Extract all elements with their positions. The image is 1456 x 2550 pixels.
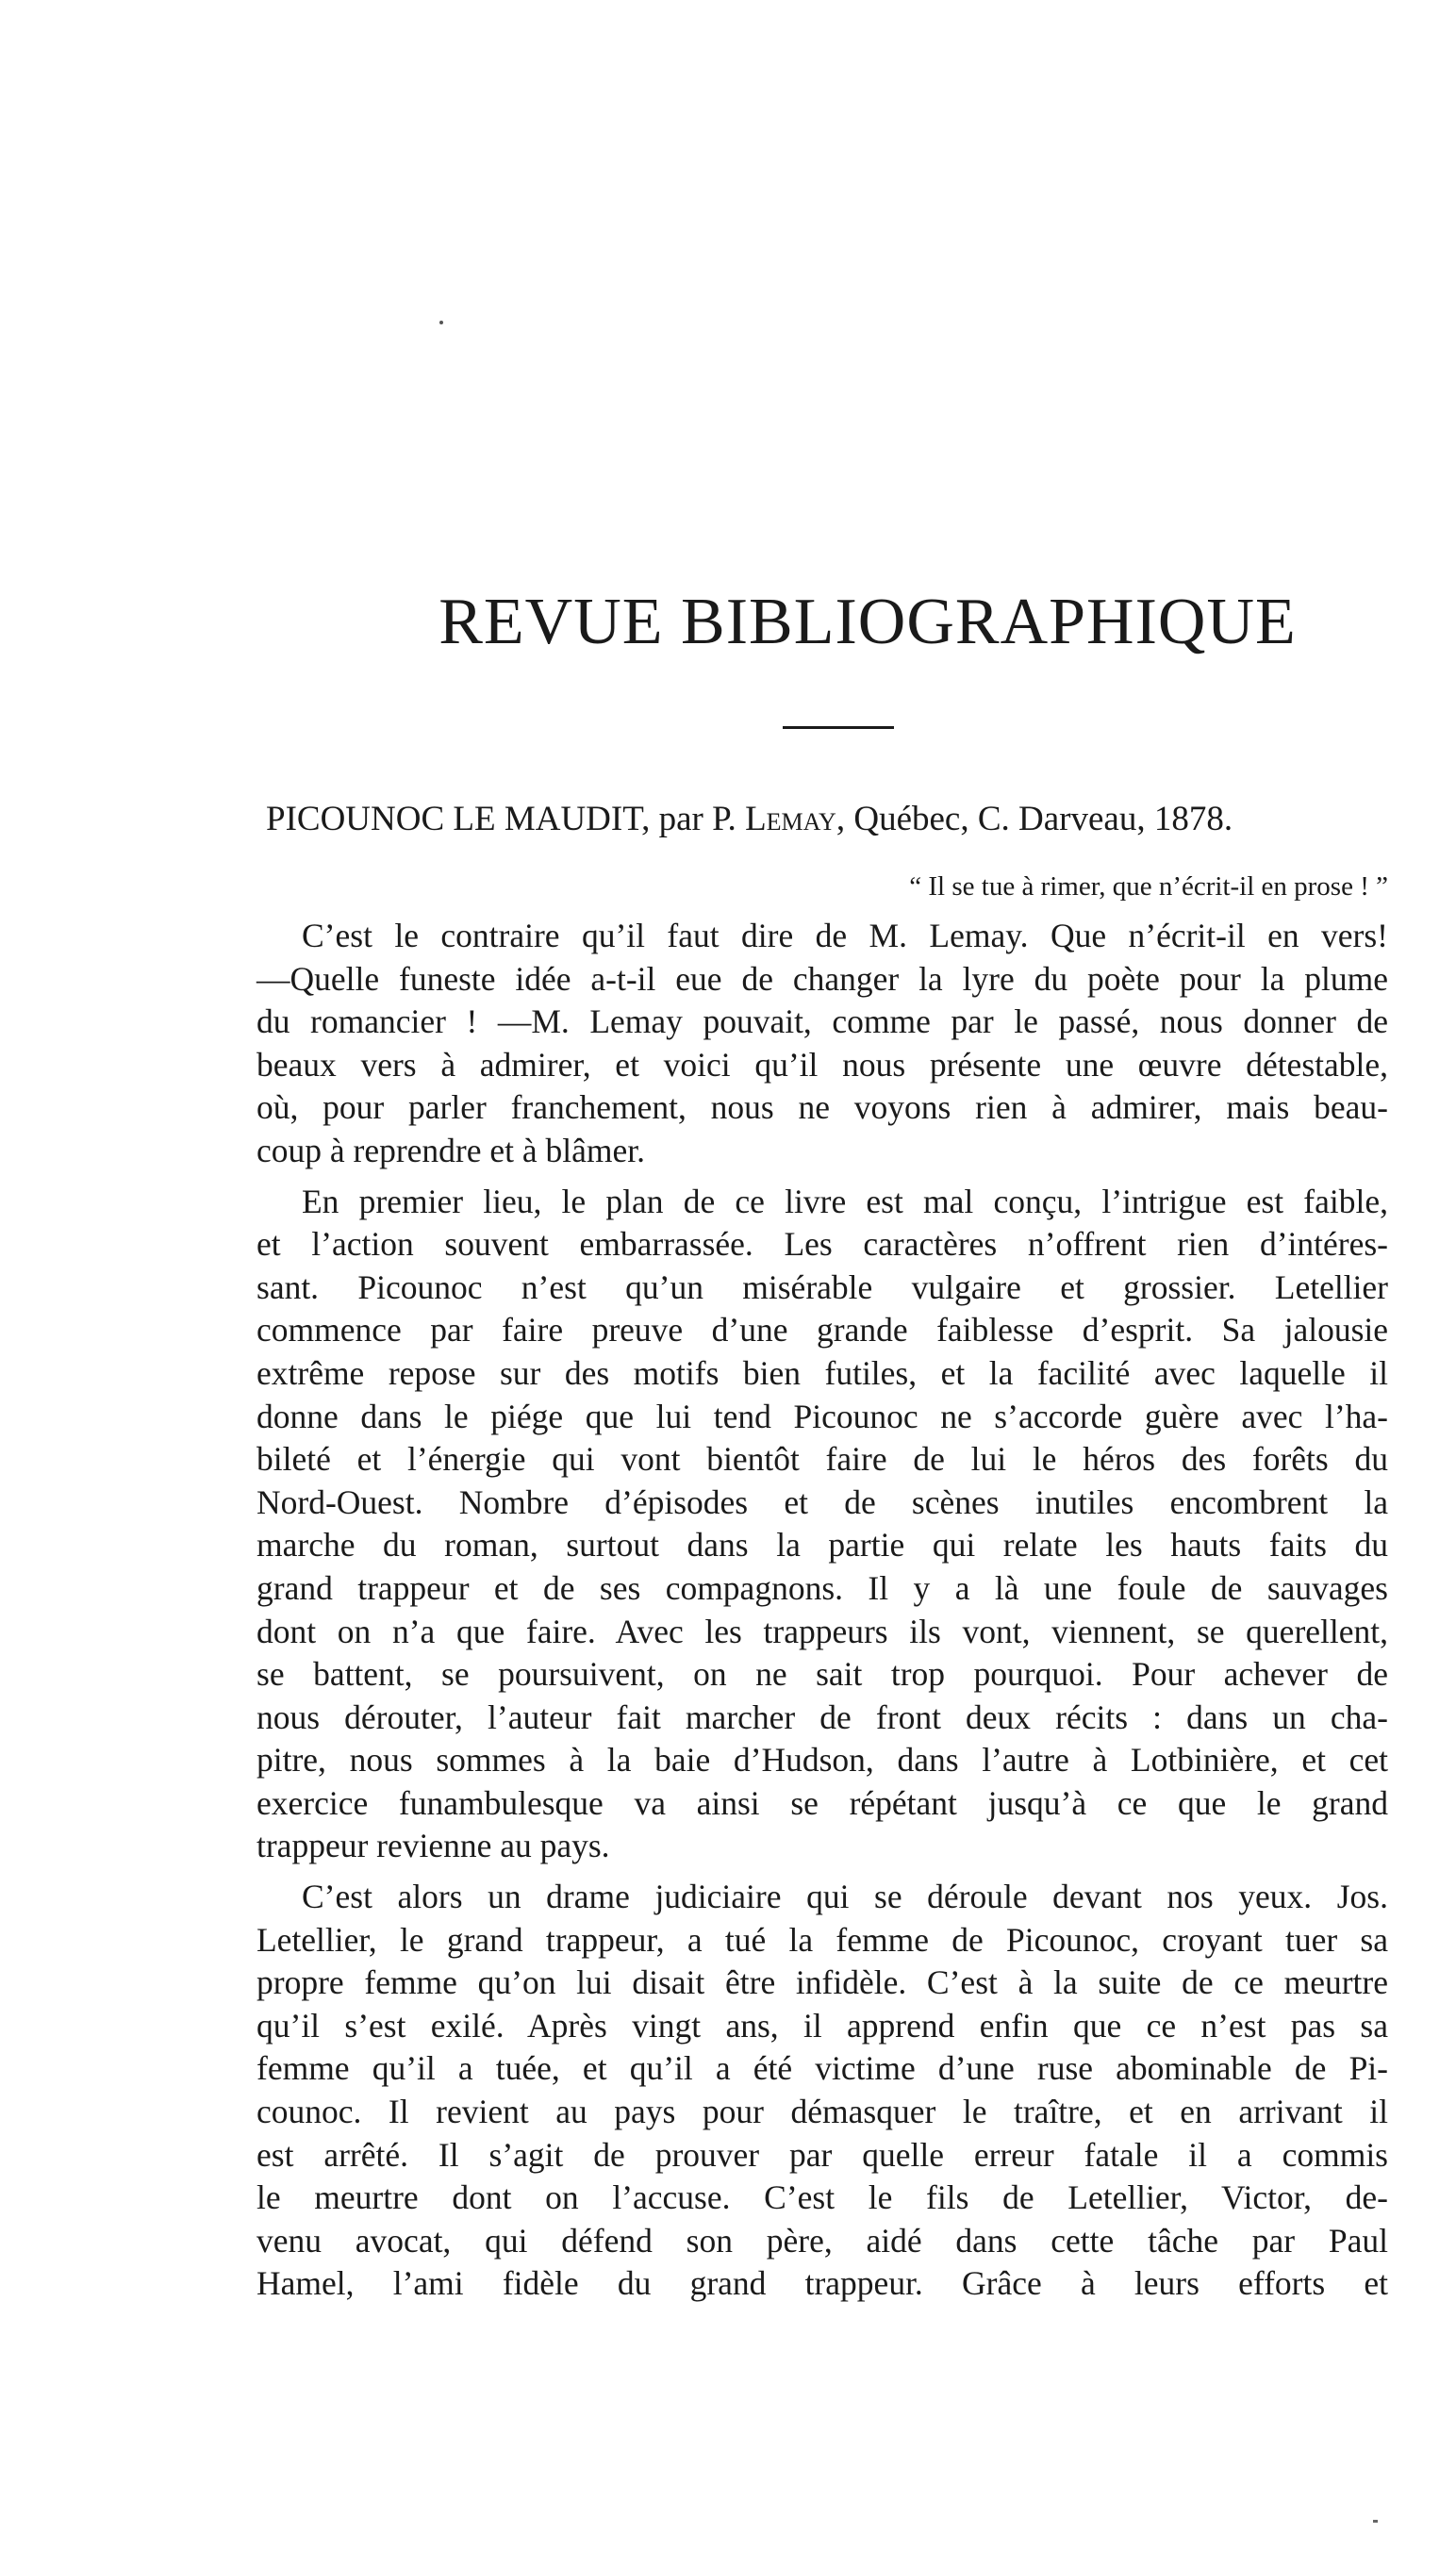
text-line: femme qu’il a tuée, et qu’il a été victime d’une ruse abominable de Pi-	[256, 2049, 1388, 2088]
text-line: se battent, se poursuivent, on ne sait trop pourquoi. Pour achever de	[256, 1655, 1388, 1694]
publisher-info: Québec, C. Darveau, 1878.	[853, 800, 1233, 838]
text-line: qu’il s’est exilé. Après vingt ans, il apprend enfin que ce n’est pas sa	[256, 2006, 1388, 2045]
ink-speck	[439, 321, 443, 324]
body-text	[256, 915, 1388, 2313]
text-line: C’est alors un drame judiciaire qui se déroule devant nos yeux. Jos.	[302, 1878, 1388, 1916]
book-title: PICOUNOC LE MAUDIT,	[266, 800, 651, 838]
text-line: et l’action souvent embarrassée. Les caractères n’offrent rien d’intéres-	[256, 1225, 1388, 1264]
text-line: coup à reprendre et à blâmer.	[256, 1131, 645, 1169]
title-rule	[783, 726, 894, 729]
text-line: C’est le contraire qu’il faut dire de M. Lemay. Que n’écrit-il en vers!	[302, 917, 1388, 954]
text-line: donne dans le piége que lui tend Picounoc ne s’accorde guère avec l’ha-	[256, 1397, 1388, 1435]
text-line: du romancier ! —M. Lemay pouvait, comme par le passé, nous donner de	[256, 1002, 1388, 1041]
text-line: Hamel, l’ami fidèle du grand trappeur. Grâce à leurs efforts et	[256, 2264, 1388, 2303]
text-line: grand trappeur et de ses compagnons. Il y a là une foule de sauvages	[256, 1568, 1388, 1607]
author-name: Lemay,	[745, 800, 846, 838]
text-line: En premier lieu, le plan de ce livre est mal conçu, l’intrigue est faible,	[302, 1182, 1388, 1220]
text-line: est arrêté. Il s’agit de prouver par quelle erreur fatale il a commis	[256, 2135, 1388, 2174]
text-line: exercice funambulesque va ainsi se répétant jusqu’à ce que le grand	[256, 1783, 1388, 1822]
text-line: bileté et l’énergie qui vont bientôt faire de lui le héros des forêts du	[256, 1440, 1388, 1479]
text-line: extrême repose sur des motifs bien futiles, et la facilité avec laquelle il	[256, 1353, 1388, 1392]
text-line: dont on n’a que faire. Avec les trappeurs ils vont, viennent, se querellent,	[256, 1612, 1388, 1650]
text-line: propre femme qu’on lui disait être infidèle. C’est à la suite de ce meurtre	[256, 1963, 1388, 2002]
text-line: marche du roman, surtout dans la partie qui relate les hauts faits du	[256, 1526, 1388, 1565]
paragraph	[256, 1876, 1388, 2306]
text-line: beaux vers à admirer, et voici qu’il nous présente une œuvre détestable,	[256, 1045, 1388, 1084]
text-line: le meurtre dont on l’accuse. C’est le fils de Letellier, Victor, de-	[256, 2178, 1388, 2217]
page-mark	[1373, 2520, 1378, 2523]
text-line: trappeur revienne au pays.	[256, 1827, 610, 1865]
text-line: venu avocat, qui défend son père, aidé dans cette tâche par Paul	[256, 2221, 1388, 2260]
paragraph	[256, 915, 1388, 1173]
by-text: par P.	[658, 800, 736, 838]
page-title: REVUE BIBLIOGRAPHIQUE	[438, 586, 1297, 658]
text-line: counoc. Il revient au pays pour démasquer le traître, et en arrivant il	[256, 2093, 1388, 2131]
text-line: nous dérouter, l’auteur fait marcher de front deux récits : dans un cha-	[256, 1697, 1388, 1736]
paragraph	[256, 1181, 1388, 1869]
text-line: commence par faire preuve d’une grande faiblesse d’esprit. Sa jalousie	[256, 1311, 1388, 1350]
text-line: sant. Picounoc n’est qu’un misérable vulgaire et grossier. Letellier	[256, 1267, 1388, 1306]
text-line: où, pour parler franchement, nous ne voyons rien à admirer, mais beau-	[256, 1088, 1388, 1127]
review-heading	[266, 797, 1426, 842]
epigraph: “ Il se tue à rimer, que n’écrit-il en prose ! ”	[909, 871, 1388, 902]
text-line: Nord-Ouest. Nombre d’épisodes et de scènes inutiles encombrent la	[256, 1482, 1388, 1521]
text-line: —Quelle funeste idée a-t-il eue de changer la lyre du poète pour la plume	[256, 959, 1388, 998]
text-line: Letellier, le grand trappeur, a tué la femme de Picounoc, croyant tuer sa	[256, 1920, 1388, 1959]
text-line: pitre, nous sommes à la baie d’Hudson, dans l’autre à Lotbinière, et cet	[256, 1741, 1388, 1780]
